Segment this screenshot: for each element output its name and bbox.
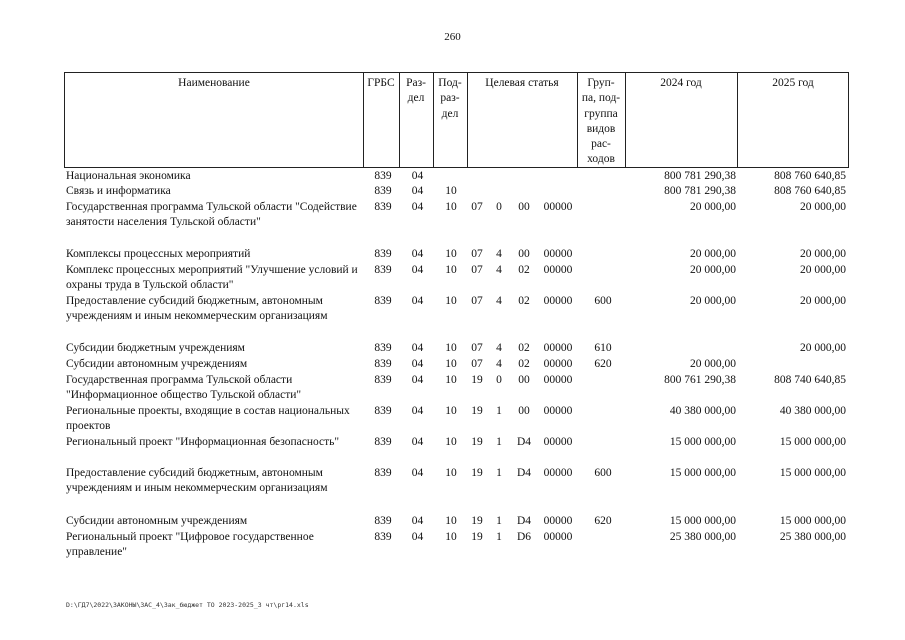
row-target-code: 00000 [543, 295, 573, 307]
row-amount-2025: 20 000,00 [800, 248, 846, 260]
row-target-type: 1 [496, 515, 502, 527]
row-name: Региональный проект "Информационная безопасность" [66, 436, 340, 448]
row-amount-2024: 20 000,00 [690, 248, 736, 260]
row-target-item: 00 [518, 248, 530, 260]
row-podrazdel: 10 [445, 467, 457, 479]
row-amount-2024: 15 000 000,00 [669, 436, 736, 448]
row-target-program: 07 [471, 248, 483, 260]
row-target-item: 00 [518, 374, 530, 386]
row-target-program: 07 [471, 295, 483, 307]
header-target: Целевая статья [485, 77, 559, 89]
row-amount-2025: 15 000 000,00 [779, 436, 846, 448]
row-amount-2025: 20 000,00 [800, 295, 846, 307]
row-amount-2024: 800 761 290,38 [664, 374, 736, 386]
page-number: 260 [444, 31, 461, 43]
row-amount-2025: 20 000,00 [800, 264, 846, 276]
row-podrazdel: 10 [445, 264, 457, 276]
row-amount-2025: 25 380 000,00 [779, 531, 846, 543]
row-podrazdel: 10 [445, 531, 457, 543]
row-podrazdel: 10 [445, 248, 457, 260]
row-name: Предоставление субсидий бюджетным, автономным учреждениям и иным некоммерческим организациям [66, 467, 328, 495]
row-razdel: 04 [411, 436, 424, 448]
row-target-item: D4 [516, 515, 532, 527]
row-target-program: 19 [471, 374, 483, 386]
row-expense-group: 600 [594, 295, 612, 307]
row-amount-2024: 15 000 000,00 [669, 467, 736, 479]
header-podrazdel: Под- раз- дел [438, 77, 462, 120]
row-target-program: 19 [471, 405, 483, 417]
table-row [0, 294, 905, 324]
row-target-type: 4 [496, 248, 502, 260]
row-target-program: 19 [471, 515, 483, 527]
row-target-type: 4 [496, 342, 502, 354]
row-amount-2024: 800 781 290,38 [664, 185, 736, 197]
row-grbs: 839 [374, 264, 392, 276]
row-expense-group: 620 [594, 515, 612, 527]
row-podrazdel: 10 [445, 185, 457, 197]
row-target-type: 1 [496, 467, 502, 479]
row-target-code: 00000 [543, 467, 573, 479]
row-target-item: 02 [518, 295, 530, 307]
row-name: Комплекс процессных мероприятий "Улучшение условий и охраны труда в Тульской области" [66, 264, 358, 292]
row-target-code: 00000 [543, 515, 573, 527]
row-grbs: 839 [374, 185, 392, 197]
row-razdel: 04 [411, 374, 424, 386]
row-amount-2025: 15 000 000,00 [779, 515, 846, 527]
row-target-item: 00 [518, 201, 530, 213]
row-target-program: 07 [471, 358, 483, 370]
row-podrazdel: 10 [445, 201, 457, 213]
row-target-program: 19 [471, 436, 483, 448]
row-target-type: 1 [496, 436, 502, 448]
row-amount-2025: 808 760 640,85 [774, 170, 846, 182]
row-grbs: 839 [374, 531, 392, 543]
row-name: Субсидии автономным учреждениям [66, 358, 248, 370]
row-name: Государственная программа Тульской области "Информационное общество Тульской области" [66, 374, 302, 402]
row-podrazdel: 10 [445, 374, 457, 386]
file-path-footer: D:\ГД7\2022\ЗАКОНЫ\ЗАС_4\Зак_бюджет ТО 2023-2025_3 чт\рг14.xls [66, 601, 309, 609]
row-target-code: 00000 [543, 374, 573, 386]
row-target-program: 07 [471, 264, 483, 276]
row-razdel: 04 [411, 358, 424, 370]
row-razdel: 04 [411, 264, 424, 276]
row-grbs: 839 [374, 405, 392, 417]
table-row [0, 435, 905, 465]
row-razdel: 04 [411, 185, 424, 197]
row-amount-2024: 20 000,00 [690, 264, 736, 276]
row-razdel: 04 [411, 531, 424, 543]
row-amount-2025: 20 000,00 [800, 342, 846, 354]
row-grbs: 839 [374, 201, 392, 213]
row-target-item: 00 [518, 405, 530, 417]
row-name: Субсидии бюджетным учреждениям [66, 342, 245, 354]
row-target-item: D6 [516, 531, 532, 543]
row-razdel: 04 [411, 170, 424, 182]
row-target-program: 19 [471, 531, 483, 543]
row-amount-2025: 20 000,00 [800, 201, 846, 213]
table-header [64, 72, 849, 168]
row-name: Государственная программа Тульской области "Содействие занятости населения Тульской области" [66, 201, 357, 229]
row-target-item: 02 [518, 358, 530, 370]
row-razdel: 04 [411, 467, 424, 479]
row-grbs: 839 [374, 467, 392, 479]
row-target-code: 00000 [543, 358, 573, 370]
row-target-item: 02 [518, 342, 530, 354]
table-row [0, 200, 905, 230]
row-amount-2024: 800 781 290,38 [664, 170, 736, 182]
row-podrazdel: 10 [445, 436, 457, 448]
row-expense-group: 600 [594, 467, 612, 479]
row-target-type: 0 [496, 374, 502, 386]
row-amount-2025: 15 000 000,00 [779, 467, 846, 479]
row-target-type: 4 [496, 295, 502, 307]
row-name: Национальная экономика [66, 170, 191, 182]
row-target-code: 00000 [543, 405, 573, 417]
row-grbs: 839 [374, 248, 392, 260]
row-amount-2024: 15 000 000,00 [669, 515, 736, 527]
row-target-code: 00000 [543, 264, 573, 276]
row-amount-2024: 20 000,00 [690, 201, 736, 213]
row-amount-2025: 808 740 640,85 [774, 374, 846, 386]
table-row [0, 530, 905, 560]
row-grbs: 839 [374, 515, 392, 527]
table-row [0, 466, 905, 496]
row-target-code: 00000 [543, 342, 573, 354]
row-razdel: 04 [411, 515, 424, 527]
row-target-type: 4 [496, 264, 502, 276]
row-name: Комплексы процессных мероприятий [66, 248, 251, 260]
row-target-code: 00000 [543, 436, 573, 448]
row-target-program: 07 [471, 201, 483, 213]
row-razdel: 04 [411, 295, 424, 307]
row-grbs: 839 [374, 358, 392, 370]
row-expense-group: 620 [594, 358, 612, 370]
row-name: Предоставление субсидий бюджетным, автономным учреждениям и иным некоммерческим организациям [66, 295, 328, 323]
row-expense-group: 610 [594, 342, 612, 354]
row-name: Субсидии автономным учреждениям [66, 515, 248, 527]
header-group: Груп- па, под- группа видов рас- ходов [581, 77, 621, 166]
row-grbs: 839 [374, 295, 392, 307]
row-podrazdel: 10 [445, 342, 457, 354]
row-target-item: D4 [516, 436, 532, 448]
row-target-type: 1 [496, 531, 502, 543]
row-amount-2024: 25 380 000,00 [669, 531, 736, 543]
row-grbs: 839 [374, 170, 392, 182]
row-razdel: 04 [411, 342, 424, 354]
row-grbs: 839 [374, 374, 392, 386]
row-name: Региональные проекты, входящие в состав национальных проектов [66, 405, 350, 433]
row-target-code: 00000 [543, 201, 573, 213]
row-podrazdel: 10 [445, 515, 457, 527]
row-podrazdel: 10 [445, 405, 457, 417]
row-target-type: 4 [496, 358, 502, 370]
row-amount-2024: 20 000,00 [690, 358, 736, 370]
table-row [0, 373, 905, 403]
row-target-code: 00000 [543, 248, 573, 260]
row-razdel: 04 [411, 405, 424, 417]
row-name: Региональный проект "Цифровое государственное управление" [66, 531, 314, 559]
header-grbs: ГРБС [367, 77, 395, 89]
row-target-program: 07 [471, 342, 483, 354]
row-amount-2025: 40 380 000,00 [779, 405, 846, 417]
row-target-type: 1 [496, 405, 502, 417]
row-target-code: 00000 [543, 531, 573, 543]
row-podrazdel: 10 [445, 358, 457, 370]
row-razdel: 04 [411, 201, 424, 213]
row-target-program: 19 [471, 467, 483, 479]
header-razdel: Раз- дел [406, 77, 426, 105]
row-grbs: 839 [374, 436, 392, 448]
header-name: Наименование [178, 77, 250, 89]
row-amount-2024: 20 000,00 [690, 295, 736, 307]
row-name: Связь и информатика [66, 185, 171, 197]
row-target-item: 02 [518, 264, 530, 276]
header-2024: 2024 год [660, 77, 702, 89]
header-2025: 2025 год [772, 77, 814, 89]
row-target-type: 0 [496, 201, 502, 213]
table-row [0, 263, 905, 293]
row-podrazdel: 10 [445, 295, 457, 307]
row-amount-2025: 808 760 640,85 [774, 185, 846, 197]
row-amount-2024: 40 380 000,00 [669, 405, 736, 417]
row-razdel: 04 [411, 248, 424, 260]
row-grbs: 839 [374, 342, 392, 354]
table-row [0, 404, 905, 434]
row-target-item: D4 [516, 467, 532, 479]
